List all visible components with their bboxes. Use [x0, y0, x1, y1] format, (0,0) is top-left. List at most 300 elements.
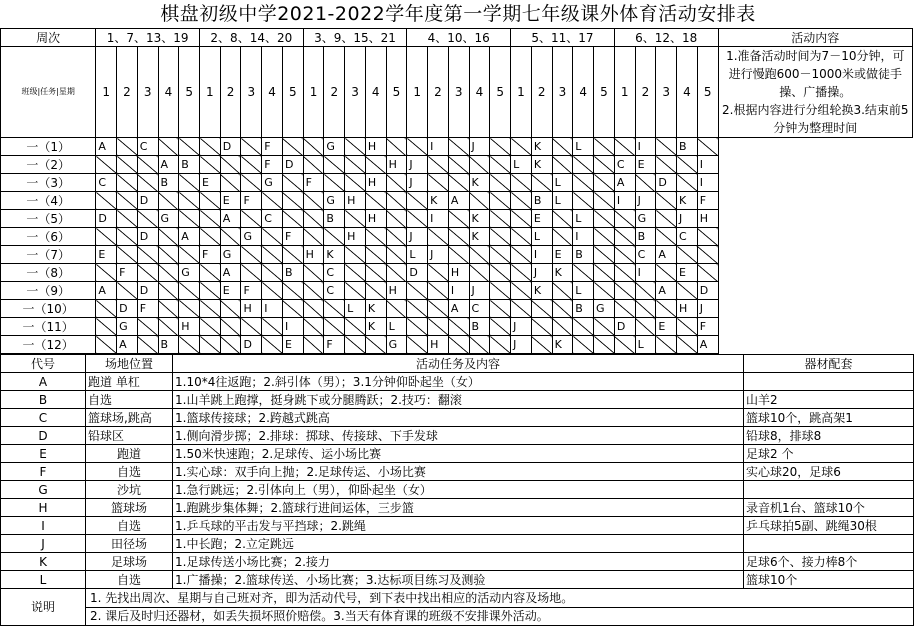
activity-code-cell: G	[635, 210, 656, 228]
day-number: 5	[594, 47, 615, 138]
empty-cell	[117, 246, 138, 264]
empty-cell	[117, 228, 138, 246]
activity-task: 1.急行跳远；2.引体向上（男），仰卧起坐（女）	[173, 481, 744, 499]
activity-code-cell: J	[407, 156, 428, 174]
class-name: 一（4）	[1, 192, 96, 210]
activity-code-cell: B	[324, 210, 345, 228]
empty-cell	[137, 210, 158, 228]
class-name: 一（2）	[1, 156, 96, 174]
empty-cell	[241, 156, 262, 174]
empty-cell	[179, 174, 200, 192]
empty-cell	[303, 192, 324, 210]
activity-code-cell: H	[365, 138, 386, 156]
empty-cell	[324, 174, 345, 192]
empty-cell	[282, 138, 303, 156]
activity-code-cell: I	[573, 228, 594, 246]
day-number: 1	[96, 47, 117, 138]
empty-cell	[552, 138, 573, 156]
empty-cell	[448, 336, 469, 354]
activity-code-cell: H	[345, 228, 366, 246]
empty-cell	[345, 282, 366, 300]
empty-cell	[511, 210, 532, 228]
activity-code-cell: L	[635, 336, 656, 354]
activity-code-cell: J	[677, 210, 698, 228]
empty-cell	[386, 174, 407, 192]
empty-cell	[490, 336, 511, 354]
empty-cell	[490, 174, 511, 192]
empty-cell	[303, 210, 324, 228]
activity-row	[1, 427, 914, 445]
activity-code-cell: I	[635, 138, 656, 156]
day-number: 2	[428, 47, 449, 138]
venue-header: 场地位置	[86, 355, 173, 373]
empty-cell	[428, 264, 449, 282]
empty-cell	[697, 246, 718, 264]
empty-cell	[345, 174, 366, 192]
activity-code-cell: D	[282, 156, 303, 174]
empty-cell	[345, 156, 366, 174]
class-name: 一（5）	[1, 210, 96, 228]
empty-cell	[365, 264, 386, 282]
empty-cell	[448, 174, 469, 192]
activity-code-cell: F	[241, 192, 262, 210]
task-label: 任务	[40, 87, 57, 96]
activity-code-cell: E	[96, 246, 117, 264]
empty-cell	[200, 336, 221, 354]
activity-code-cell: A	[448, 192, 469, 210]
activity-code-cell: I	[448, 282, 469, 300]
activity-row	[1, 553, 914, 571]
day-number: 5	[179, 47, 200, 138]
equipment: 录音机1台、篮球10个	[744, 499, 914, 517]
activity-code-cell: A	[697, 336, 718, 354]
empty-cell	[594, 282, 615, 300]
activity-task: 1.中长跑；2.立定跳远	[173, 535, 744, 553]
empty-cell	[241, 174, 262, 192]
empty-cell	[428, 228, 449, 246]
activity-code-cell: H	[345, 192, 366, 210]
empty-cell	[179, 336, 200, 354]
empty-cell	[594, 156, 615, 174]
activity-code: E	[1, 445, 86, 463]
activity-code-cell: J	[635, 192, 656, 210]
class-row	[1, 300, 913, 318]
empty-cell	[96, 264, 117, 282]
activity-code-cell: K	[677, 192, 698, 210]
empty-cell	[117, 192, 138, 210]
activity-code-cell: J	[428, 246, 449, 264]
empty-cell	[386, 192, 407, 210]
activity-code: C	[1, 409, 86, 427]
activity-code-cell: F	[282, 228, 303, 246]
empty-cell	[469, 156, 490, 174]
activity-code-cell: G	[220, 246, 241, 264]
empty-cell	[386, 246, 407, 264]
empty-cell	[324, 318, 345, 336]
activity-code-cell: C	[635, 246, 656, 264]
activity-code-cell: B	[469, 318, 490, 336]
empty-cell	[656, 300, 677, 318]
activity-code-cell: D	[117, 300, 138, 318]
activity-code-cell: J	[697, 300, 718, 318]
notes-label: 说明	[1, 589, 86, 626]
task-header: 活动任务及内容	[173, 355, 744, 373]
empty-cell	[96, 318, 117, 336]
empty-cell	[303, 318, 324, 336]
empty-cell	[594, 246, 615, 264]
empty-cell	[365, 156, 386, 174]
equipment: 乒乓球拍5副、跳绳30根	[744, 517, 914, 535]
activity-code: J	[1, 535, 86, 553]
empty-cell	[220, 318, 241, 336]
activity-code-cell: B	[573, 300, 594, 318]
empty-cell	[531, 336, 552, 354]
empty-cell	[635, 282, 656, 300]
activity-row	[1, 571, 914, 589]
class-name: 一（12）	[1, 336, 96, 354]
activity-code-cell: I	[428, 210, 449, 228]
activity-code-cell: E	[656, 318, 677, 336]
empty-cell	[137, 174, 158, 192]
empty-cell	[179, 192, 200, 210]
day-number: 3	[448, 47, 469, 138]
empty-cell	[345, 138, 366, 156]
activity-code-cell: E	[552, 246, 573, 264]
activity-code-cell: E	[200, 174, 221, 192]
activity-code-cell: D	[96, 210, 117, 228]
empty-cell	[158, 228, 179, 246]
class-row	[1, 138, 913, 156]
activity-code-cell: C	[469, 300, 490, 318]
activity-code-cell: B	[573, 246, 594, 264]
empty-cell	[345, 210, 366, 228]
equipment: 篮球10个，跳高架1	[744, 409, 914, 427]
activity-code-cell: H	[179, 318, 200, 336]
activity-code-cell: F	[324, 336, 345, 354]
activity-table	[0, 354, 914, 626]
class-name: 一（3）	[1, 174, 96, 192]
empty-cell	[345, 336, 366, 354]
note-line-1: 1. 先找出周次、星期与自己班对齐，即为活动代号，到下表中找出相应的活动内容及场地。	[86, 589, 914, 608]
activity-row	[1, 445, 914, 463]
activity-code-cell: H	[241, 300, 262, 318]
activity-code-cell: F	[262, 138, 283, 156]
equipment: 篮球10个	[744, 571, 914, 589]
activity-content-header: 活动内容	[718, 29, 912, 47]
venue: 跑道	[86, 445, 173, 463]
day-number: 2	[635, 47, 656, 138]
empty-cell	[573, 318, 594, 336]
empty-cell	[117, 282, 138, 300]
empty-cell	[531, 174, 552, 192]
empty-cell	[697, 264, 718, 282]
activity-code-cell: D	[241, 336, 262, 354]
empty-cell	[158, 318, 179, 336]
activity-code-cell: G	[594, 300, 615, 318]
empty-cell	[656, 156, 677, 174]
day-number: 2	[324, 47, 345, 138]
empty-cell	[407, 192, 428, 210]
activity-code-cell: D	[656, 174, 677, 192]
empty-cell	[656, 264, 677, 282]
empty-cell	[490, 282, 511, 300]
activity-code-cell: K	[428, 192, 449, 210]
activity-code-cell: F	[303, 174, 324, 192]
page-title: 棋盘初级中学2021-2022学年度第一学期七年级课外体育活动安排表	[160, 3, 756, 25]
activity-code-cell: I	[697, 174, 718, 192]
empty-cell	[117, 138, 138, 156]
activity-code-cell: I	[428, 138, 449, 156]
activity-code: I	[1, 517, 86, 535]
activity-code-cell: A	[158, 156, 179, 174]
day-number: 1	[303, 47, 324, 138]
activity-code-cell: I	[282, 318, 303, 336]
day-number: 3	[552, 47, 573, 138]
empty-cell	[345, 246, 366, 264]
empty-cell	[303, 138, 324, 156]
week-group-6: 6、12、18	[614, 29, 718, 47]
activity-code-cell: E	[220, 282, 241, 300]
activity-code-cell: K	[469, 174, 490, 192]
class-row	[1, 282, 913, 300]
activity-code-cell: H	[365, 174, 386, 192]
empty-cell	[282, 210, 303, 228]
day-number: 4	[365, 47, 386, 138]
class-name: 一（9）	[1, 282, 96, 300]
empty-cell	[200, 210, 221, 228]
activity-code-cell: B	[282, 264, 303, 282]
equipment	[744, 535, 914, 553]
activity-code-cell: H	[677, 300, 698, 318]
week-group-5: 5、11、17	[511, 29, 615, 47]
empty-cell	[220, 336, 241, 354]
activity-task: 1.侧向滑步掷；2.排球：掷球、传接球、下手发球	[173, 427, 744, 445]
activity-code-cell: F	[262, 156, 283, 174]
empty-cell	[386, 138, 407, 156]
activity-code: G	[1, 481, 86, 499]
empty-cell	[386, 210, 407, 228]
empty-cell	[531, 318, 552, 336]
empty-cell	[448, 318, 469, 336]
empty-cell	[511, 282, 532, 300]
empty-cell	[200, 300, 221, 318]
activity-code-cell: A	[656, 282, 677, 300]
activity-code-cell: H	[386, 282, 407, 300]
empty-cell	[552, 300, 573, 318]
empty-cell	[428, 174, 449, 192]
activity-notes	[718, 47, 912, 138]
empty-cell	[137, 264, 158, 282]
activity-code-cell: I	[697, 156, 718, 174]
activity-code-cell: K	[365, 300, 386, 318]
activity-code: K	[1, 553, 86, 571]
empty-cell	[448, 246, 469, 264]
activity-code-cell: J	[469, 282, 490, 300]
day-number: 4	[262, 47, 283, 138]
schedule-table	[0, 28, 913, 354]
empty-cell	[490, 210, 511, 228]
activity-code-cell: G	[386, 336, 407, 354]
activity-code-cell: J	[511, 336, 532, 354]
empty-cell	[511, 246, 532, 264]
activity-code-cell: L	[552, 192, 573, 210]
activity-code-cell: A	[614, 174, 635, 192]
empty-cell	[158, 300, 179, 318]
venue: 篮球场	[86, 499, 173, 517]
activity-code-cell: D	[137, 192, 158, 210]
activity-code-cell: A	[179, 228, 200, 246]
week-header-row	[1, 29, 913, 47]
empty-cell	[407, 210, 428, 228]
activity-code-cell: G	[324, 138, 345, 156]
empty-cell	[677, 336, 698, 354]
class-name: 一（10）	[1, 300, 96, 318]
empty-cell	[656, 138, 677, 156]
venue: 铅球区	[86, 427, 173, 445]
empty-cell	[428, 318, 449, 336]
empty-cell	[282, 300, 303, 318]
day-number: 4	[573, 47, 594, 138]
empty-cell	[469, 192, 490, 210]
empty-cell	[303, 264, 324, 282]
activity-code: L	[1, 571, 86, 589]
day-number: 4	[469, 47, 490, 138]
empty-cell	[614, 300, 635, 318]
empty-cell	[594, 228, 615, 246]
activity-code-cell: I	[635, 264, 656, 282]
empty-cell	[345, 318, 366, 336]
activity-code-cell: J	[407, 174, 428, 192]
class-name: 一（6）	[1, 228, 96, 246]
empty-cell	[677, 174, 698, 192]
activity-code-cell: K	[531, 138, 552, 156]
empty-cell	[677, 156, 698, 174]
empty-cell	[158, 282, 179, 300]
activity-code-cell: K	[552, 336, 573, 354]
empty-cell	[614, 282, 635, 300]
empty-cell	[573, 174, 594, 192]
empty-cell	[531, 300, 552, 318]
empty-cell	[262, 228, 283, 246]
empty-cell	[469, 264, 490, 282]
empty-cell	[220, 156, 241, 174]
activity-code-cell: K	[469, 210, 490, 228]
activity-code-cell: L	[345, 300, 366, 318]
activity-code-cell: D	[407, 264, 428, 282]
day-number: 3	[137, 47, 158, 138]
activity-code-cell: H	[697, 210, 718, 228]
empty-cell	[303, 282, 324, 300]
activity-task: 1.跑跳步集体舞；2.篮球行进间运体，三步篮	[173, 499, 744, 517]
venue: 田径场	[86, 535, 173, 553]
activity-code-cell: F	[697, 318, 718, 336]
activity-row	[1, 373, 914, 391]
code-header: 代号	[1, 355, 86, 373]
class-name: 一（11）	[1, 318, 96, 336]
equipment-header: 器材配套	[744, 355, 914, 373]
empty-cell	[179, 246, 200, 264]
class-row	[1, 210, 913, 228]
class-row	[1, 192, 913, 210]
activity-row	[1, 481, 914, 499]
class-row	[1, 336, 913, 354]
empty-cell	[552, 156, 573, 174]
activity-code-cell: A	[96, 282, 117, 300]
day-header-row	[1, 47, 913, 138]
empty-cell	[511, 174, 532, 192]
class-name: 一（8）	[1, 264, 96, 282]
empty-cell	[386, 264, 407, 282]
empty-cell	[96, 336, 117, 354]
empty-cell	[117, 174, 138, 192]
activity-task: 1.10*4往返跑；2.斜引体（男）；3.1分钟仰卧起坐（女）	[173, 373, 744, 391]
activity-task: 1.50米快速跑；2.足球传、运小场比赛	[173, 445, 744, 463]
empty-cell	[407, 318, 428, 336]
empty-cell	[365, 282, 386, 300]
empty-cell	[179, 138, 200, 156]
activity-task: 1.广播操；2.篮球传送、小场比赛；3.达标项目练习及测验	[173, 571, 744, 589]
empty-cell	[428, 282, 449, 300]
empty-cell	[511, 138, 532, 156]
empty-cell	[490, 192, 511, 210]
empty-cell	[137, 318, 158, 336]
activity-code-cell: D	[220, 138, 241, 156]
class-row	[1, 264, 913, 282]
empty-cell	[490, 300, 511, 318]
empty-cell	[262, 282, 283, 300]
day-number: 4	[158, 47, 179, 138]
activity-code-cell: C	[324, 282, 345, 300]
activity-code-cell: G	[179, 264, 200, 282]
activity-code-cell: I	[614, 192, 635, 210]
activity-code-cell: L	[386, 318, 407, 336]
equipment	[744, 481, 914, 499]
empty-cell	[200, 138, 221, 156]
activity-code-cell: A	[448, 300, 469, 318]
day-number: 1	[407, 47, 428, 138]
venue: 跑道 单杠	[86, 373, 173, 391]
venue: 自选	[86, 391, 173, 409]
empty-cell	[220, 174, 241, 192]
activity-code-cell: B	[158, 174, 179, 192]
empty-cell	[241, 264, 262, 282]
activity-task: 1.实心球：双手向上抛；2.足球传运、小场比赛	[173, 463, 744, 481]
activity-code-cell: L	[573, 210, 594, 228]
day-number: 3	[241, 47, 262, 138]
empty-cell	[697, 228, 718, 246]
activity-code-cell: D	[137, 282, 158, 300]
activity-code-cell: K	[365, 318, 386, 336]
empty-cell	[262, 318, 283, 336]
empty-cell	[303, 156, 324, 174]
empty-cell	[511, 192, 532, 210]
activity-code-cell: J	[511, 318, 532, 336]
empty-cell	[386, 300, 407, 318]
empty-cell	[345, 264, 366, 282]
day-number: 5	[490, 47, 511, 138]
empty-cell	[262, 192, 283, 210]
activity-code-cell: L	[407, 246, 428, 264]
activity-row	[1, 409, 914, 427]
activity-code: F	[1, 463, 86, 481]
empty-cell	[594, 192, 615, 210]
empty-cell	[282, 246, 303, 264]
notes-row-2	[1, 607, 914, 626]
empty-cell	[677, 282, 698, 300]
activity-code-cell: A	[220, 264, 241, 282]
empty-cell	[635, 300, 656, 318]
empty-cell	[158, 246, 179, 264]
